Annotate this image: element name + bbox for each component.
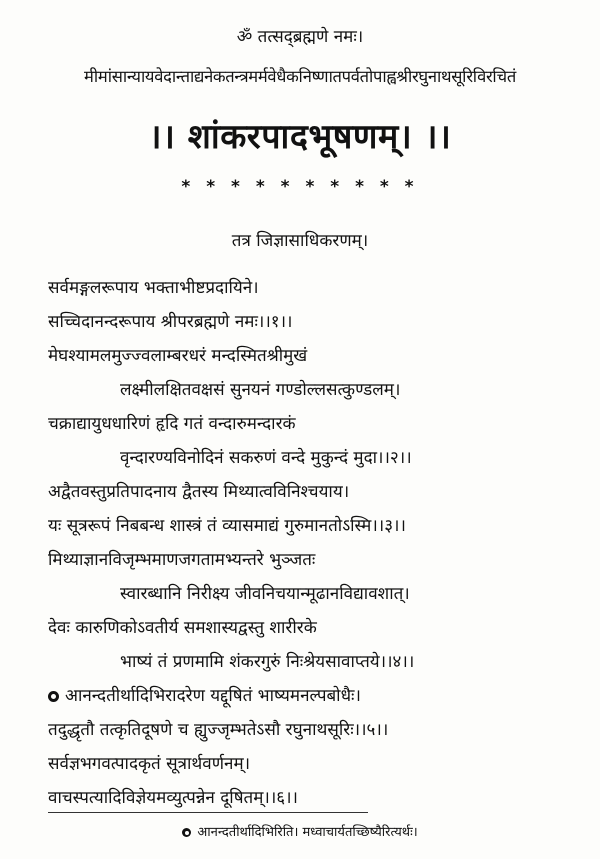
verse-text: आनन्दतीर्थादिभिरादरेण यद्दूषितं भाष्यमनल्पबोधैः। xyxy=(65,686,361,706)
verse-line: स्वारब्धानि निरीक्ष्य जीवनिचयान्मूढानविद्यावशात्। xyxy=(120,584,410,604)
verse-line: चक्राद्यायुधधारिणं हृदि गतं वन्दारुमन्दारकं xyxy=(48,414,296,434)
star-divider: * * * * * * * * * * xyxy=(181,177,419,197)
verse-line: तदुद्धृतौ तत्कृतिदूषणे च ह्युज्जृम्भतेऽसौ रघुनाथसूरिः।।५।। xyxy=(48,720,389,740)
verse-line: सर्वमङ्गलरूपाय भक्ताभीष्टप्रदायिने। xyxy=(48,278,259,298)
verse-line: यः सूत्ररूपं निबबन्ध शास्त्रं तं व्यासमाद्यं गुरुमानतोऽस्मि।।३।। xyxy=(48,516,406,536)
footnote-marker-icon xyxy=(48,691,59,702)
footnote-marker-icon xyxy=(182,828,191,837)
verse-line: देवः कारुणिकोऽवतीर्य समशास्यद्वस्तु शारीरके xyxy=(48,618,317,638)
section-heading: तत्र जिज्ञासाधिकरणम्। xyxy=(231,231,369,251)
verse-line: सच्चिदानन्दरूपाय श्रीपरब्रह्मणे नमः।।१।। xyxy=(48,312,293,332)
footnote-divider xyxy=(48,812,368,813)
verse-line: भाष्यं तं प्रणमामि शंकरगुरुं निःश्रेयसावाप्तये।।४।। xyxy=(120,652,415,672)
verse-line: मिथ्याज्ञानविजृम्भमाणजगतामभ्यन्तरे भुञ्जतः xyxy=(48,550,316,570)
verse-line-with-note-marker xyxy=(48,683,361,706)
verse-line: अद्वैतवस्तुप्रतिपादनाय द्वैतस्य मिथ्यात्वविनिश्चयाय। xyxy=(48,482,350,502)
page-title: ।। शांकरपादभूषणम्। ।। xyxy=(148,117,452,157)
verse-line: वृन्दारण्यविनोदिनं सकरुणं वन्दे मुकुन्दं मुदा।।२।। xyxy=(120,448,412,468)
footnote xyxy=(0,822,600,840)
verse-line: वाचस्पत्यादिविज्ञेयमव्युत्पन्नेन दूषितम्।।६।। xyxy=(48,788,298,808)
author-colophon: मीमांसान्यायवेदान्ताद्यनेकतन्त्रमर्मवेधैकनिष्णातपर्वतोपाह्वश्रीरघुनाथसूरिविरचितं xyxy=(84,67,516,86)
footnote-text: आनन्दतीर्थादिभिरिति। मध्वाचार्यतच्छिष्यैरित्यर्थः। xyxy=(197,825,418,840)
verse-line: मेघश्यामलमुज्ज्वलाम्बरधरं मन्दस्मितश्रीमुखं xyxy=(48,346,308,366)
verse-line: लक्ष्मीलक्षितवक्षसं सुनयनं गण्डोल्लसत्कुण्डलम्। xyxy=(120,380,401,400)
verse-line: सर्वज्ञभगवत्पादकृतं सूत्रार्थवर्णनम्। xyxy=(48,754,251,774)
invocation-line: ॐ तत्सद्ब्रह्मणे नमः। xyxy=(236,27,364,47)
